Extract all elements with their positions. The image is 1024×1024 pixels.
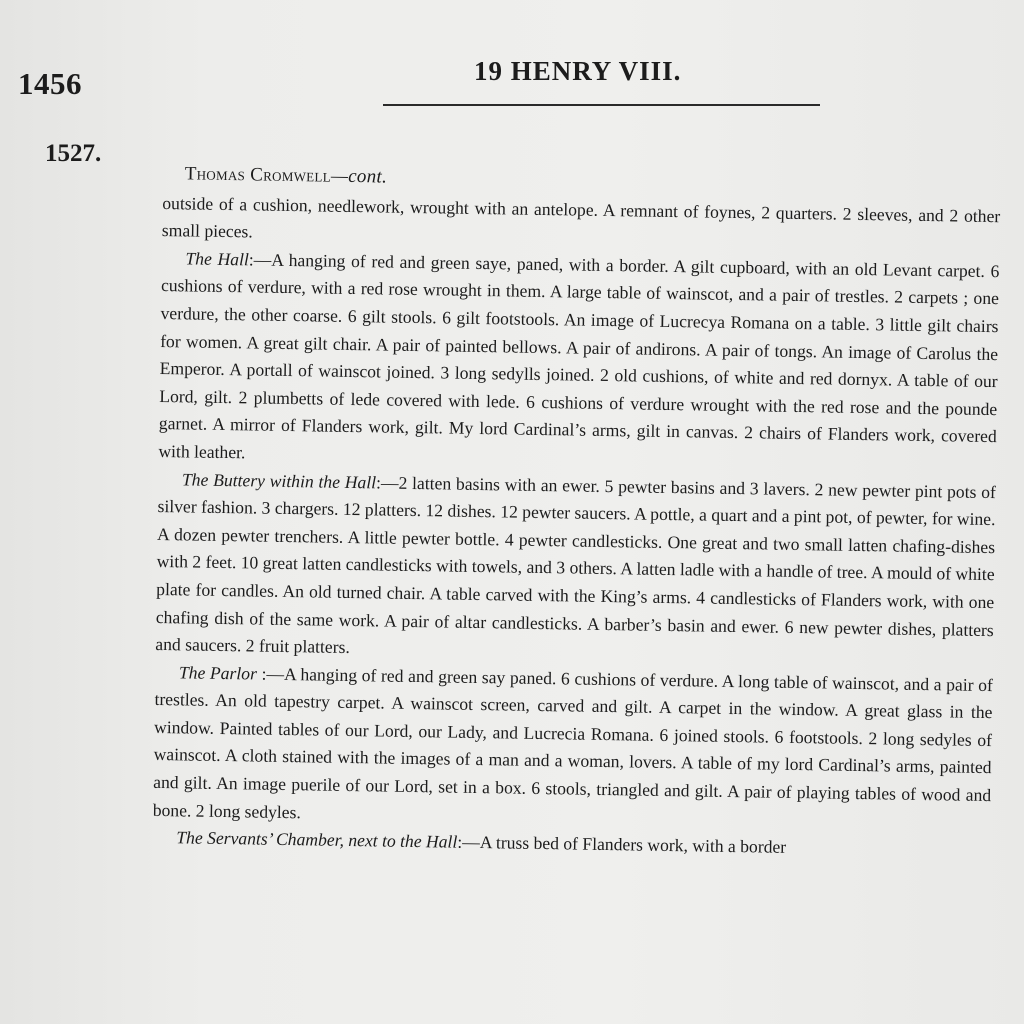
entry-cont: —cont. bbox=[330, 165, 388, 188]
page-number: 1456 bbox=[18, 66, 82, 101]
paragraph-the-buttery bbox=[155, 465, 996, 671]
paragraph-text: outside of a cushion, needlework, wrought with an antelope. A remnant of foynes, 2 quarters. 2 sleeves, and 2 other small pieces. bbox=[161, 192, 1001, 242]
body-text bbox=[152, 160, 1001, 865]
paragraph-text: :—A truss bed of Flanders work, with a border bbox=[457, 831, 787, 858]
paragraph-the-parlor bbox=[153, 659, 993, 838]
year-marginal: 1527. bbox=[45, 140, 102, 167]
paragraph-the-hall bbox=[158, 245, 999, 479]
room-heading: The Hall bbox=[185, 248, 249, 270]
running-head: 19 HENRY VIII. bbox=[474, 56, 682, 86]
room-heading: The Parlor bbox=[178, 662, 258, 684]
entry-name: Thomas Cromwell bbox=[184, 163, 332, 187]
paragraph-text: :—A hanging of red and green saye, paned, with a border. A gilt cupboard, with an old Levant carpet. 6 cushions of verdure, with a red rose wrought in them. A large table of wainscot, and a pair of trestles. 2 carpets ; one verdure, the other coarse. 6 gilt stools. 6 gilt footstools. An image of Lucrecya Romana on a table. 3 little gilt chairs for women. A great gilt chair. A pair of painted bellows. A pair of andirons. A pair of tongs. An image of Carolus the Emperor. A portall of wainscot joined. 3 long sedylls joined. 2 old cushions, of white and red dornyx. A table of our Lord, gilt. 2 plumbetts of lede covered with lede. 6 cushions of verdure wrought with the red rose and the pounde garnet. A mirror of Flanders work, gilt. My lord Cardinal’s arms, gilt in canvas. 2 chairs of Flanders work, covered with leather. bbox=[158, 249, 1000, 463]
paragraph-text: :—A hanging of red and green say paned. 6 cushions of verdure. A long table of wainscot, and a pair of trestles. An old tapestry carpet. A wainscot screen, carved and gilt. A carpet in the window. A great glass in the window. Painted tables of our Lord, our Lady, and Lucrecia Romana. 6 joined stools. 6 footstools. 2 long sedyles of wainscot. A cloth stained with the images of a man and a woman, lovers. A table of my lord Cardinal’s arms, painted and gilt. An image puerile of our Lord, set in a box. 6 stools, triangled and gilt. A pair of playing tables of wood and bone. 2 long sedyles. bbox=[152, 663, 994, 822]
room-heading: The Buttery within the Hall bbox=[181, 468, 377, 492]
paragraph-text: :—2 latten basins with an ewer. 5 pewter basins and 3 lavers. 2 new pewter pint pots of silver fashion. 3 chargers. 12 platters. 12 dishes. 12 pewter saucers. A pottle, a quart and a pint pot, of pewter, for wine. A dozen pewter trenchers. A little pewter bottle. 4 pewter candlesticks. One great and two small latten chafing-dishes with 2 feet. 10 great latten candlesticks with towels, and 3 others. A latten ladle with a handle of tree. A mould of white plate for candles. An old turned chair. A table carved with the King’s arms. 4 candlesticks of Flanders work, with one chafing dish of the same work. A pair of altar candlesticks. A barber’s basin and ewer. 6 new pewter dishes, platters and saucers. 2 fruit platters. bbox=[155, 471, 997, 658]
header-rule bbox=[383, 104, 820, 106]
room-heading: The Servants’ Chamber, next to the Hall bbox=[176, 827, 458, 852]
